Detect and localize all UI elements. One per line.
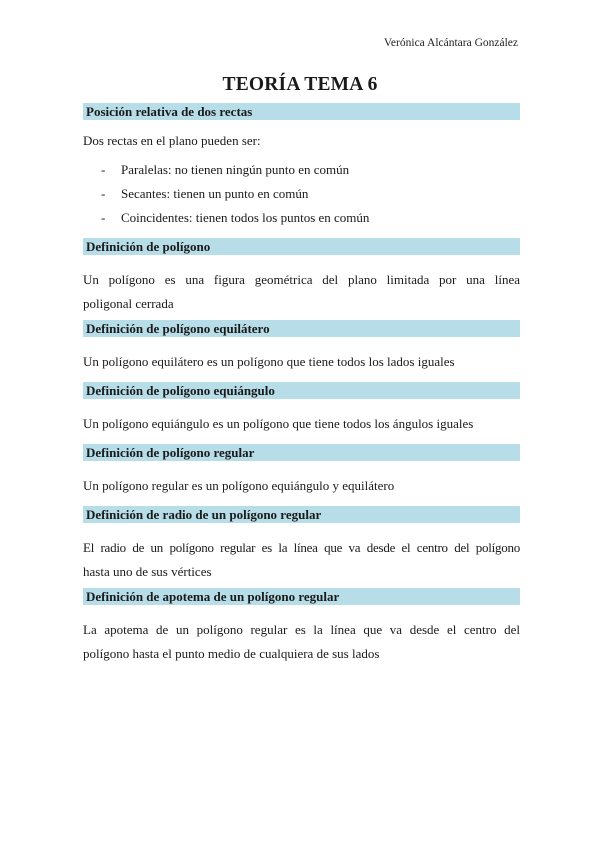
section-paragraph: Un polígono equiángulo es un polígono que tiene todos los ángulos iguales: [83, 416, 474, 431]
section-equiangular: [83, 382, 520, 436]
section-heading: Definición de polígono equiángulo: [83, 382, 520, 399]
paragraph-line: El radio de un polígono regular es la línea que va desde el centro del polígono: [83, 540, 520, 555]
section-heading: Definición de polígono regular: [83, 444, 520, 461]
section-paragraph: [83, 268, 520, 316]
bullet-list: [83, 158, 520, 230]
list-item: [83, 182, 520, 206]
paragraph-line: polígono hasta el punto medio de cualquiera de sus lados: [83, 646, 380, 661]
section-heading: Definición de radio de un polígono regular: [83, 506, 520, 523]
paragraph-line: hasta uno de sus vértices: [83, 564, 212, 579]
section-heading: Definición de polígono: [83, 238, 520, 255]
section-paragraph: Un polígono equilátero es un polígono que tiene todos los lados iguales: [83, 354, 455, 369]
section-heading: Definición de polígono equilátero: [83, 320, 520, 337]
dash-bullet-icon: -: [101, 210, 106, 225]
section-apothem: [83, 588, 520, 666]
document-body: [83, 103, 520, 666]
author-header: Verónica Alcántara González: [383, 37, 518, 49]
section-radius: [83, 506, 520, 584]
list-item-text: Coincidentes: tienen todos los puntos en común: [121, 210, 370, 225]
section-regular: [83, 444, 520, 498]
paragraph-line: Un polígono es una figura geométrica del plano limitada por una línea: [83, 272, 520, 287]
paragraph-line: La apotema de un polígono regular es la línea que va desde el centro del: [83, 622, 520, 637]
section-paragraph: Un polígono regular es un polígono equiángulo y equilátero: [83, 478, 395, 493]
list-item-text: Paralelas: no tienen ningún punto en común: [121, 162, 350, 177]
section-paragraph: [83, 618, 520, 666]
section-paragraph: [83, 536, 520, 584]
section-intro: Dos rectas en el plano pueden ser:: [83, 133, 261, 148]
section-polygon: [83, 238, 520, 316]
document-title: TEORÍA TEMA 6: [222, 74, 378, 95]
dash-bullet-icon: -: [101, 186, 106, 201]
list-item: [83, 206, 520, 230]
section-heading: Definición de apotema de un polígono regular: [83, 588, 520, 605]
paragraph-line: poligonal cerrada: [83, 296, 174, 311]
list-item: [83, 158, 520, 182]
section-heading: Posición relativa de dos rectas: [83, 103, 520, 120]
dash-bullet-icon: -: [101, 162, 106, 177]
section-relative-position: [83, 103, 520, 230]
section-equilateral: [83, 320, 520, 374]
list-item-text: Secantes: tienen un punto en común: [121, 186, 309, 201]
